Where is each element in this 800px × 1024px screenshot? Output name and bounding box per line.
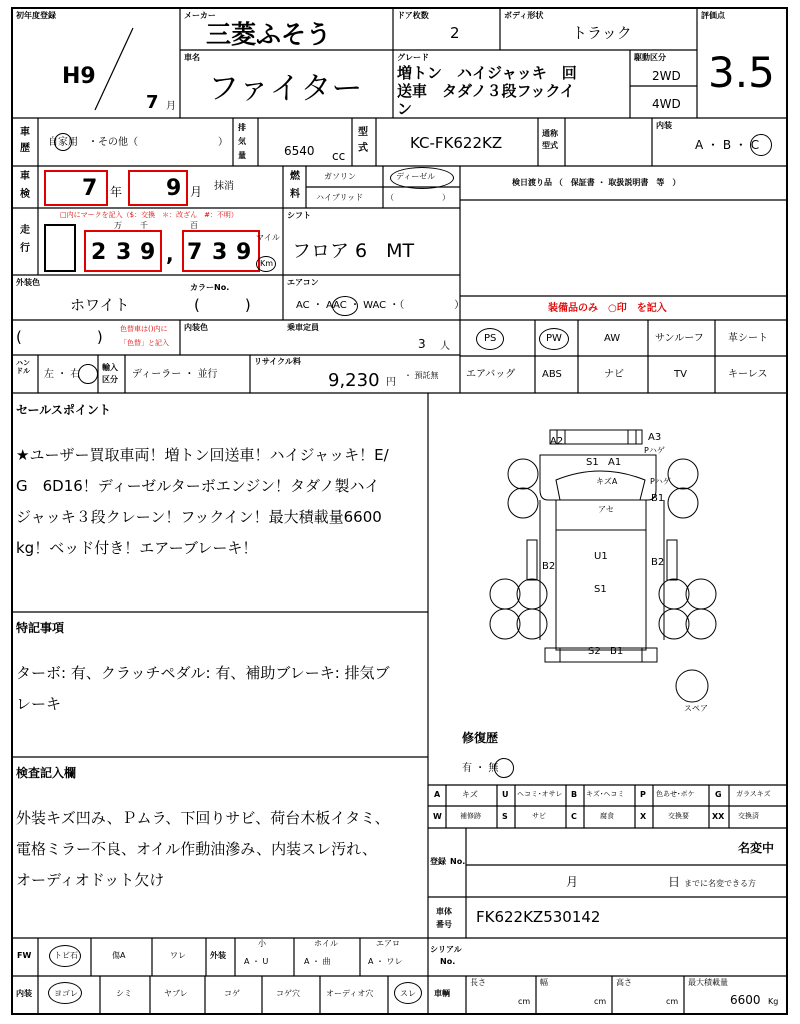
- legend-g-text: ガラスキズ: [736, 790, 771, 798]
- legend-x-text: 交換要: [668, 812, 689, 820]
- inspection-line-3: オーディオドット欠け: [16, 871, 165, 889]
- equip-abs: ABS: [542, 369, 562, 380]
- dmg-a3: A3: [648, 432, 662, 443]
- legend-b-code: B: [571, 790, 578, 799]
- score: 3.5: [708, 48, 775, 97]
- mile-label: マイル: [256, 233, 280, 242]
- sales-line-2: G 6D16！ディーゼルターボエンジン！タダノ製ハイ: [16, 477, 380, 495]
- maker-label: メーカー: [184, 11, 216, 20]
- equip-keyless: キーレス: [728, 369, 768, 380]
- fw-label: FW: [17, 951, 32, 960]
- shift-label: シフト: [287, 211, 311, 220]
- serial-label-1: シリアル: [430, 945, 462, 954]
- small-label: 小: [258, 939, 266, 948]
- km-label: Km: [260, 259, 274, 268]
- fuel-circle: [390, 167, 454, 189]
- sales-line-4: kg！ベッド付き！エアーブレーキ！: [16, 539, 258, 557]
- fuel-hybrid: ハイブリッド: [316, 193, 364, 202]
- dmg-b2-right: B2: [651, 557, 665, 568]
- equip-sunroof: サンルーフ: [655, 333, 704, 344]
- repair-value: 有 ・ 無: [462, 763, 499, 774]
- interior-label: 内装: [656, 121, 672, 130]
- equip-navi: ナビ: [604, 369, 624, 380]
- exterior-color: ホワイト: [70, 296, 130, 314]
- equip-tv: TV: [674, 369, 687, 380]
- dmg-p-hage-2: Pハゲ: [650, 477, 671, 486]
- fuel-label-1: 燃: [290, 171, 300, 182]
- equip-ps: PS: [484, 333, 497, 344]
- equip-leather: 革シート: [728, 333, 768, 344]
- fuel-diesel: ディーゼル: [396, 172, 436, 181]
- equipment-title: 装備品のみ ○印 を記入: [548, 303, 667, 314]
- width-label: 幅: [540, 978, 548, 987]
- maxload-label: 最大積載量: [688, 978, 728, 987]
- fuel-label-2: 料: [290, 189, 300, 200]
- width-unit: cm: [594, 997, 607, 1006]
- mileage-label-2: 行: [20, 243, 30, 254]
- recycle-fee: 9,230: [328, 370, 380, 391]
- dmg-a2: A2: [550, 436, 564, 447]
- disp-label-2: 気: [238, 137, 246, 146]
- repaint-note-2: 「色替」と記入: [120, 339, 169, 347]
- dmg-s2: S2: [588, 646, 601, 657]
- legend-s-code: S: [502, 812, 508, 821]
- dmg-tobi-a: キズA: [596, 477, 618, 486]
- legend-x-code: X: [640, 812, 647, 821]
- dmg-p-hage-1: Pハゲ: [644, 446, 665, 455]
- legend-p-text: 色あせ･ボケ: [656, 790, 695, 798]
- mileage-label-1: 走: [20, 225, 30, 236]
- dmg-ase: アセ: [598, 505, 614, 514]
- legend-u-text: ヘコミ･オサレ: [517, 790, 563, 798]
- mileage-digit-5: 3: [212, 240, 228, 265]
- wheel-label: ホイル: [314, 939, 338, 948]
- model: KC-FK622KZ: [410, 134, 503, 152]
- special-title: 特記事項: [16, 621, 65, 635]
- reg-label-2: No.: [450, 857, 466, 866]
- mileage-mark-box: [44, 224, 76, 272]
- repair-label: 修復歴: [462, 731, 499, 745]
- int-dirt: ヨゴレ: [54, 989, 78, 998]
- legend-w-code: W: [433, 812, 442, 821]
- dmg-a1: A1: [608, 457, 622, 468]
- first-reg-era: H9: [62, 64, 96, 89]
- fw-crack: ワレ: [170, 951, 186, 960]
- capacity-unit: 人: [440, 341, 450, 352]
- maxload-unit: Kg: [768, 997, 779, 1006]
- repair-circle: [494, 758, 514, 778]
- grade-line-2: 送車 タダノ３段フックイ: [397, 82, 575, 100]
- small-opts: A ・ U: [244, 957, 269, 966]
- dmg-s1-center: S1: [594, 584, 607, 595]
- color-paren: ( ): [16, 328, 103, 346]
- maker: 三菱ふそう: [206, 20, 332, 49]
- grade-line-1: 増トン ハイジャッキ 回: [397, 64, 577, 82]
- insp-label-1: 車: [20, 171, 30, 182]
- handle-label: ハンドル: [16, 359, 30, 375]
- int-stain: シミ: [116, 989, 132, 998]
- first-reg-month-unit: 月: [166, 101, 176, 112]
- grade-line-3: ン: [397, 100, 413, 118]
- history-label-2: 歴: [20, 143, 30, 154]
- disp-label-1: 排: [238, 123, 246, 132]
- body-label: ボディ形状: [504, 11, 544, 20]
- fw-tobiishi: トビ石: [54, 951, 78, 960]
- dmg-b1-bottom: B1: [610, 646, 624, 657]
- body-type: トラック: [572, 24, 632, 42]
- chassis-label-1: 車体: [436, 907, 452, 916]
- truck-diagram: [490, 430, 716, 702]
- mileage-comma: ,: [166, 242, 174, 266]
- name-transfer: 名変中: [738, 841, 775, 855]
- insp-label-2: 検: [20, 189, 30, 200]
- equip-pw: PW: [546, 333, 562, 344]
- reg-day-unit: 日: [668, 875, 681, 889]
- grade-label: グレード: [397, 53, 429, 62]
- fw-scratch: 傷A: [112, 951, 126, 960]
- history-circle: [54, 133, 72, 151]
- maxload: 6600: [730, 993, 761, 1007]
- ac-options: AC ・ AAC ・ WAC ・（ ）: [296, 300, 465, 311]
- reg-month-unit: 月: [566, 875, 579, 889]
- serial-label-2: No.: [440, 957, 456, 966]
- alias-label-1: 通称: [542, 129, 558, 138]
- inspection-notes-title: 検査記入欄: [16, 766, 77, 780]
- legend-u-code: U: [502, 790, 509, 799]
- first-reg-label: 初年度登録: [16, 11, 56, 20]
- aero-opts: A ・ ワレ: [368, 957, 403, 966]
- unit-hyaku: 百: [190, 221, 198, 230]
- disp-unit: cc: [332, 149, 346, 163]
- chassis-label-2: 番号: [436, 920, 452, 929]
- fw-circle: [49, 945, 81, 967]
- import-label-1: 輸入: [102, 363, 118, 372]
- reg-label-1: 登録: [430, 857, 446, 866]
- sales-points-title: セールスポイント: [16, 403, 111, 417]
- spare-label: スペア: [684, 704, 708, 713]
- km-circle: [256, 256, 276, 272]
- special-line-1: ターボ: 有、クラッチペダル: 有、補助ブレーキ: 排気ブ: [16, 664, 390, 682]
- inspection-line-1: 外装キズ凹み、Ｐムラ、下回りサビ、荷台木板イタミ、: [16, 809, 390, 827]
- displacement: 6540: [284, 144, 315, 158]
- interior-grades: A ・ B ・ C: [695, 138, 760, 152]
- wheel-opts: A ・ 曲: [304, 957, 331, 966]
- mileage-digit-1: 2: [91, 240, 107, 265]
- capacity-label: 乗車定員: [287, 323, 319, 332]
- color-no: ( ): [194, 296, 251, 314]
- unit-man: 万: [114, 221, 122, 230]
- sales-line-1: ★ユーザー買取車両！増トン回送車！ハイジャッキ！E/: [16, 446, 389, 464]
- dmg-b2-left: B2: [542, 561, 556, 572]
- drive-label: 駆動区分: [634, 53, 666, 62]
- legend-w-text: 補修跡: [460, 812, 481, 820]
- fuel-other: （ ）: [386, 193, 450, 202]
- recycle-unit: 円: [386, 377, 396, 388]
- insp-month: 9: [166, 176, 182, 201]
- repaint-note-1: 色替車は()内に: [120, 325, 168, 333]
- dmg-s1-top: S1: [586, 457, 599, 468]
- legend-a-code: A: [434, 790, 441, 799]
- insp-cancel: 抹消: [214, 181, 234, 192]
- mileage-digit-3: 9: [140, 240, 156, 265]
- ac-circle: [332, 296, 358, 316]
- score-label: 評価点: [701, 11, 725, 20]
- int-burn-hole: コゲ穴: [276, 989, 300, 998]
- equip-aw: AW: [604, 333, 621, 344]
- equip-airbag: エアバッグ: [466, 369, 516, 380]
- unit-sen: 千: [140, 221, 148, 230]
- history-label-1: 車: [20, 127, 30, 138]
- legend-b-text: キズ･ヘコミ: [586, 790, 625, 798]
- legend-xx-text: 交換済: [738, 812, 759, 820]
- drive-4wd: 4WD: [652, 97, 681, 111]
- doors-label: ドア枚数: [397, 11, 429, 20]
- int-tear: ヤブレ: [164, 989, 188, 998]
- doors: 2: [450, 24, 460, 42]
- legend-a-text: キズ: [462, 790, 478, 799]
- int-wear: スレ: [400, 989, 416, 998]
- height-unit: cm: [666, 997, 679, 1006]
- mileage-digit-2: 3: [116, 240, 132, 265]
- inner-color-label: 内装色: [184, 323, 208, 332]
- height-label: 高さ: [616, 978, 632, 987]
- inspection-line-2: 電格ミラー不良、オイル作動油滲み、内装スレ汚れ、: [16, 840, 378, 858]
- history-value: 自家用 ・その他（ ）: [48, 137, 228, 148]
- recycle-label: リサイクル料: [254, 357, 301, 366]
- length-unit: cm: [518, 997, 531, 1006]
- model-label-2: 式: [358, 143, 368, 154]
- mileage-note: □内にマークを記入（$：交換 ＊：改ざん #：不明）: [60, 211, 238, 219]
- reg-deadline: までに名変できる方: [684, 879, 756, 888]
- name-label: 車名: [184, 53, 200, 62]
- alias-label-2: 型式: [542, 141, 558, 150]
- drive-2wd: 2WD: [652, 69, 681, 83]
- dmg-b1-right: B1: [651, 493, 665, 504]
- length-label: 長さ: [470, 978, 486, 987]
- chassis-number: FK622KZ530142: [476, 908, 601, 926]
- legend-c-code: C: [571, 812, 577, 821]
- dmg-u1: U1: [594, 551, 608, 562]
- first-reg-month: 7: [146, 92, 159, 113]
- equip-pw-circle: [539, 328, 569, 350]
- special-line-2: レーキ: [16, 695, 62, 713]
- handle-value: 左 ・ 右: [44, 369, 81, 380]
- insp-year-box: [44, 170, 108, 206]
- disp-label-3: 量: [238, 151, 246, 160]
- vehicle-name: ファイター: [208, 71, 363, 107]
- size-label: 車輌: [434, 989, 450, 998]
- import-value: ディーラー ・ 並行: [132, 369, 218, 380]
- int-wear-circle: [394, 982, 422, 1004]
- shift: フロア 6 MT: [292, 240, 415, 262]
- insp-year: 7: [82, 176, 98, 201]
- capacity: 3: [418, 337, 426, 351]
- legend-p-code: P: [640, 790, 646, 799]
- sales-line-3: ジャッキ３段クレーン！フックイン！最大積載量6600: [16, 508, 382, 526]
- documents: 検日渡り品 （ 保証書 ・ 取扱説明書 等 ）: [512, 178, 681, 187]
- mileage-digit-4: 7: [187, 240, 203, 265]
- insp-year-unit: 年: [110, 185, 123, 199]
- interior-circle: [750, 134, 772, 156]
- exterior-color-label: 外装色: [16, 278, 40, 287]
- legend-g-code: G: [715, 790, 722, 799]
- fuel-gasoline: ガソリン: [324, 172, 356, 181]
- legend-c-text: 腐食: [600, 812, 614, 820]
- int-dirt-circle: [48, 982, 82, 1004]
- model-label-1: 型: [358, 127, 368, 138]
- color-no-label: カラーNo.: [190, 283, 230, 292]
- insp-month-unit: 月: [190, 185, 203, 199]
- handle-circle: [78, 364, 98, 384]
- recycle-deposit: ・ 預託無: [404, 371, 439, 380]
- int-label: 内装: [16, 989, 32, 998]
- int-audio-hole: オーディオ穴: [326, 989, 374, 998]
- ext-label: 外装: [210, 951, 226, 960]
- legend-xx-code: XX: [712, 812, 725, 821]
- import-label-2: 区分: [102, 375, 118, 384]
- ac-label: エアコン: [287, 278, 319, 287]
- aero-label: エアロ: [376, 939, 400, 948]
- int-burn: コゲ: [224, 989, 240, 998]
- mileage-digit-6: 9: [236, 240, 252, 265]
- equip-ps-circle: [476, 328, 504, 350]
- legend-s-text: サビ: [532, 812, 546, 820]
